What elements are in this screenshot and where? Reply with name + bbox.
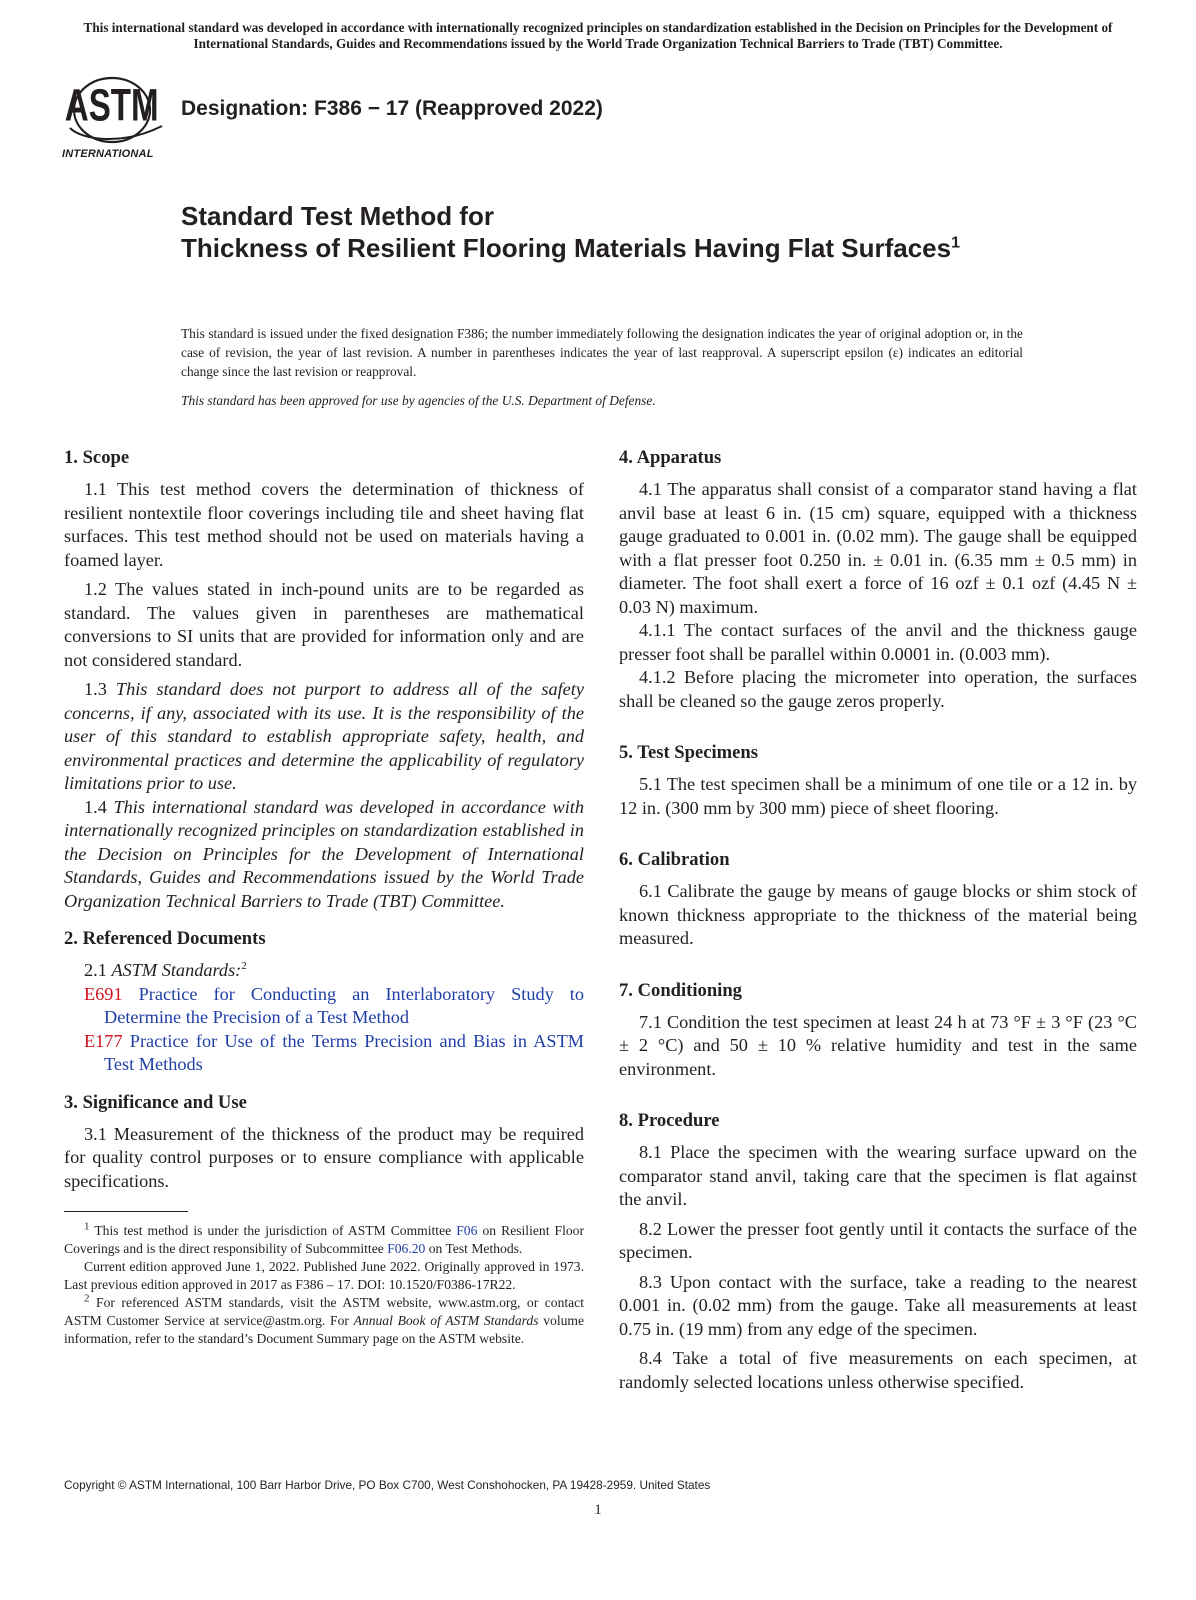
paragraph-8-3: 8.3 Upon contact with the surface, take a reading to the nearest 0.001 in. (0.02 mm) from the gauge. Take all measurements at least 0.75 in. (19 mm) from any edge of the specimen. <box>619 1271 1137 1339</box>
left-column <box>64 446 584 1348</box>
footnote-1-text-c: on Test Methods. <box>428 1241 523 1256</box>
header-notice: This international standard was developed in accordance with internationally recognized principles on standardization established in the Decision on Principles for the Development of International Standards, Guides and Recommendations issued by the World Trade Organization Technical Barriers to Trade (TBT) Committee. <box>83 20 1113 51</box>
dod-note: This standard has been approved for use by agencies of the U.S. Department of Defense. <box>181 393 656 408</box>
paragraph-2-1-text: ASTM Standards: <box>111 960 242 980</box>
reference-e177[interactable] <box>64 1030 584 1077</box>
paragraph-8-4: 8.4 Take a total of five measurements on each specimen, at randomly selected locations unless otherwise specified. <box>619 1348 1137 1392</box>
section-heading-test-specimens: 5. Test Specimens <box>619 742 758 763</box>
right-column <box>619 446 1137 1394</box>
astm-logo-icon <box>62 68 170 148</box>
paragraph-2-1-num: 2.1 <box>84 960 107 980</box>
page-number: 1 <box>594 1502 602 1518</box>
paragraph-4-1: 4.1 The apparatus shall consist of a comparator stand having a flat anvil base at least 6 in. (15 cm) square, equipped with a thickness gauge graduated to 0.001 in. (0.02 mm). The gauge shall be equipped with a flat presser foot 0.250 in. ± 0.01 in. (6.35 mm ± 0.5 mm) in diameter. The foot shall exert a force of 16 ozf ± 0.1 ozf (4.45 N ± 0.03 N) maximum. <box>619 479 1137 617</box>
paragraph-7-1: 7.1 Condition the test specimen at least 24 h at 73 °F ± 3 °F (23 °C ± 2 °C) and 50 ± 10 % relative humidity and test in the same environment. <box>619 1011 1137 1079</box>
footnote-1 <box>64 1222 584 1258</box>
footnote-2-mark: 2 <box>84 1292 90 1305</box>
reference-title[interactable]: Practice for Conducting an Interlaboratory Study to Determine the Precision of a Test Method <box>104 983 584 1027</box>
copyright-notice: Copyright © ASTM International, 100 Barr Harbor Drive, PO Box C700, West Conshohocken, PA 19428-2959. United States <box>64 1478 711 1492</box>
footnote-edition: Current edition approved June 1, 2022. Published June 2022. Originally approved in 1973. Last previous edition approved in 2017 as F386 – 17. DOI: 10.1520/F0386-17R22. <box>64 1259 584 1292</box>
committee-link-f06[interactable]: F06 <box>456 1223 478 1238</box>
paragraph-1-2: 1.2 The values stated in inch-pound units are to be regarded as standard. The values given in parentheses are mathematical conversions to SI units that are provided for information only and are not considered standard. <box>64 579 584 670</box>
reference-title[interactable]: Practice for Use of the Terms Precision and Bias in ASTM Test Methods <box>104 1030 584 1074</box>
paragraph-4-1-2: 4.1.2 Before placing the micrometer into operation, the surfaces shall be cleaned so the gauge zeros properly. <box>619 667 1137 711</box>
reference-code[interactable]: E691 <box>84 983 123 1004</box>
footnote-2-italic: Annual Book of ASTM Standards <box>353 1313 539 1328</box>
section-heading-significance: 3. Significance and Use <box>64 1091 247 1113</box>
paragraph-1-3-text: This standard does not purport to address all of the safety concerns, if any, associated with its use. It is the responsibility of the user of this standard to establish appropriate safety, health, and environmental practices and determine the applicability of regulatory limitations prior to use. <box>64 679 584 793</box>
paragraph-4-1-1: 4.1.1 The contact surfaces of the anvil and the thickness gauge presser foot shall be parallel within 0.0001 in. (0.003 mm). <box>619 620 1137 664</box>
reference-code[interactable]: E177 <box>84 1030 123 1051</box>
logo-text: INTERNATIONAL <box>62 148 154 160</box>
section-heading-apparatus: 4. Apparatus <box>619 447 722 468</box>
astm-logo <box>62 68 172 168</box>
paragraph-1-1: 1.1 This test method covers the determination of thickness of resilient nontextile floor coverings including tile and sheet having flat surfaces. This test method should not be used on materials having a foamed layer. <box>64 479 584 570</box>
paragraph-1-3 <box>64 678 584 796</box>
title-footnote-mark: 1 <box>951 234 960 252</box>
reference-e691[interactable] <box>64 983 584 1030</box>
title-line-1: Standard Test Method for <box>181 201 494 231</box>
paragraph-1-3-num: 1.3 <box>84 679 107 699</box>
section-heading-referenced-documents: 2. Referenced Documents <box>64 928 266 949</box>
footnote-2 <box>64 1294 584 1348</box>
section-heading-conditioning: 7. Conditioning <box>619 979 742 1001</box>
footnote-rule <box>64 1211 188 1212</box>
title-line-2: Thickness of Resilient Flooring Materials Having Flat Surfaces <box>181 233 952 263</box>
section-heading-scope: 1. Scope <box>64 447 130 468</box>
paragraph-8-1: 8.1 Place the specimen with the wearing surface upward on the comparator stand anvil, taking care that the specimen is flat against the anvil. <box>619 1142 1137 1209</box>
footnote-1-mark: 1 <box>84 1220 90 1233</box>
paragraph-2-1-footnote-mark: 2 <box>241 959 247 972</box>
paragraph-6-1: 6.1 Calibrate the gauge by means of gauge blocks or shim stock of known thickness appropriate to the thickness of the material being measured. <box>619 881 1137 948</box>
paragraph-2-1 <box>64 959 584 983</box>
section-heading-calibration: 6. Calibration <box>619 849 730 870</box>
paragraph-8-2: 8.2 Lower the presser foot gently until it contacts the surface of the specimen. <box>619 1218 1137 1262</box>
subcommittee-link-f06-20[interactable]: F06.20 <box>387 1241 426 1256</box>
footnote-2-text-b: volume information, refer to the standard’s Document Summary page on the ASTM website. <box>64 1313 585 1346</box>
paragraph-1-4-text: This international standard was developed in accordance with internationally recognized principles on standardization established in the Decision on Principles for the Development of International Standards, Guides and Recommendations issued by the World Trade Organization Technical Barriers to Trade (TBT) Committee. <box>64 796 584 911</box>
footnote-1-text-b: on Resilient Floor Coverings and is the direct responsibility of Subcommittee <box>64 1223 585 1256</box>
designation: Designation: F386 − 17 (Reapproved 2022) <box>181 97 603 120</box>
paragraph-1-4-num: 1.4 <box>84 796 107 817</box>
document-title <box>181 200 981 264</box>
logo-letters: ASTM <box>64 80 159 131</box>
section-heading-procedure: 8. Procedure <box>619 1110 720 1131</box>
footnote-1-text-a: This test method is under the jurisdiction of ASTM Committee <box>94 1223 452 1238</box>
paragraph-3-1: 3.1 Measurement of the thickness of the product may be required for quality control purposes or to ensure compliance with applicable specifications. <box>64 1123 584 1191</box>
paragraph-1-4 <box>64 796 584 914</box>
issue-note: This standard is issued under the fixed designation F386; the number immediately following the designation indicates the year of original adoption or, in the case of revision, the year of last revision. A number in parentheses indicates the year of last reapproval. A superscript epsilon (ε) indicates an editorial change since the last revision or reapproval. <box>181 326 1023 379</box>
footnote-2-text-a: For referenced ASTM standards, visit the ASTM website, www.astm.org, or contact ASTM Customer Service at service@astm.org. For <box>64 1295 584 1328</box>
paragraph-5-1: 5.1 The test specimen shall be a minimum of one tile or a 12 in. by 12 in. (300 mm by 300 mm) piece of sheet flooring. <box>619 774 1137 818</box>
